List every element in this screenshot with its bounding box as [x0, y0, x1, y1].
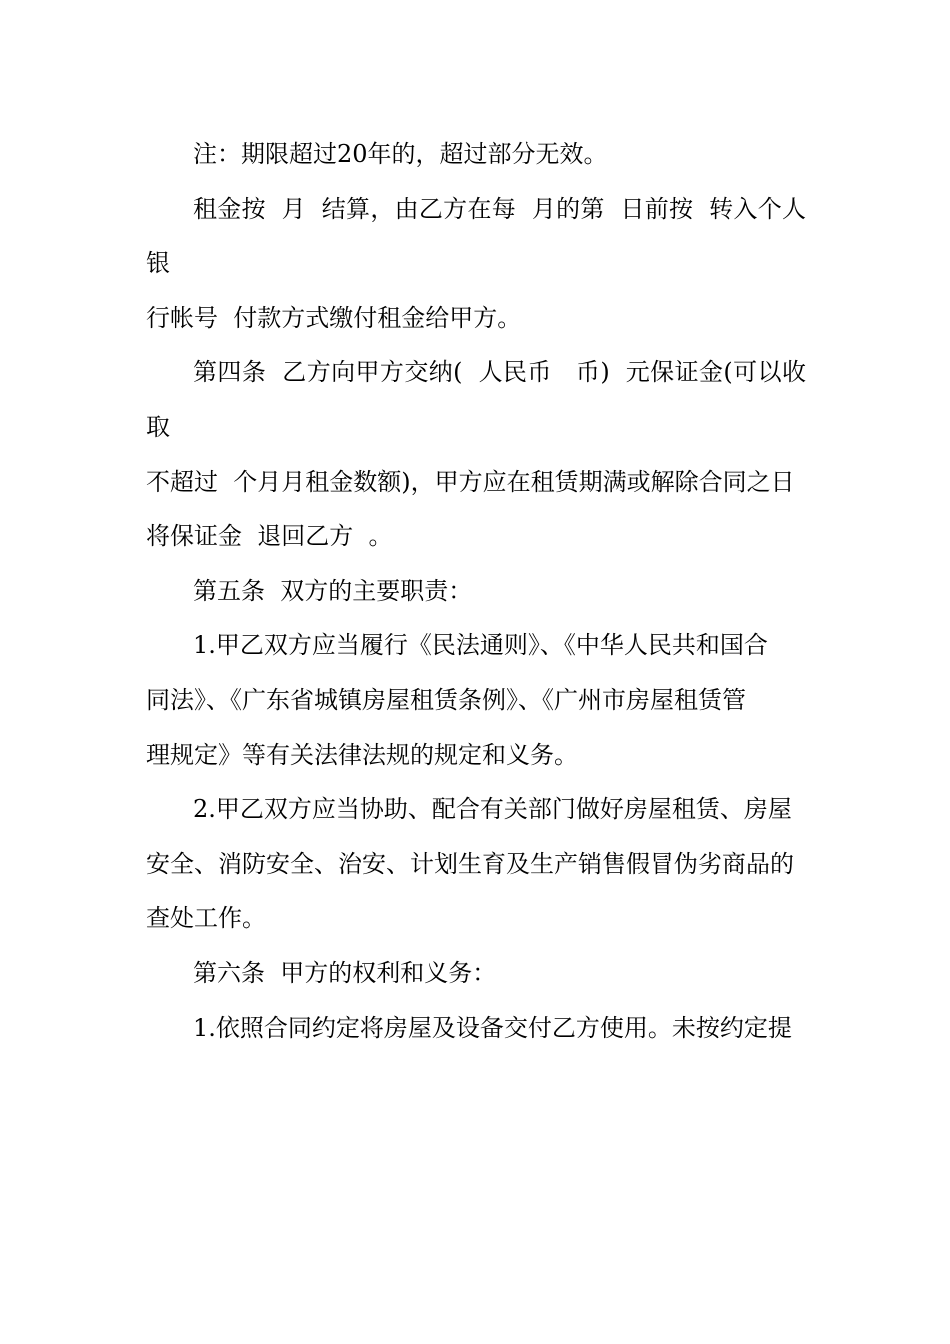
line-duty-2: 2.甲乙双方应当协助、配合有关部门做好房屋租赁、房屋	[193, 795, 792, 824]
line-duty-2-end: 查处工作。	[146, 904, 266, 933]
line-article-6-heading: 第六条 甲方的权利和义务：	[193, 958, 497, 987]
line-deposit-limit: 不超过 个月月租金数额)，甲方应在租赁期满或解除合同之日	[146, 467, 795, 496]
contract-body	[146, 127, 806, 1055]
line-rent-settlement: 租金按 月 结算，由乙方在每 月的第 日前按 转入个人银	[146, 194, 806, 278]
line-term-note: 注：期限超过20年的，超过部分无效。	[193, 140, 608, 168]
line-article-4: 第四条 乙方向甲方交纳( 人民币 币) 元保证金(可以收取	[146, 358, 806, 441]
line-article-5-heading: 第五条 双方的主要职责：	[193, 576, 473, 605]
line-rent-payment: 行帐号 付款方式缴付租金给甲方。	[146, 303, 522, 332]
line-duty-2-cont: 安全、消防安全、治安、计划生育及生产销售假冒伪劣商品的	[146, 849, 794, 878]
line-lessor-duty-1: 1.依照合同约定将房屋及设备交付乙方使用。未按约定提	[193, 1013, 792, 1042]
line-duty-1: 1.甲乙双方应当履行《民法通则》、《中华人民共和国合	[193, 631, 768, 660]
line-duty-1-cont: 同法》、《广东省城镇房屋租赁条例》、《广州市房屋租赁管	[146, 685, 746, 714]
line-duty-1-end: 理规定》等有关法律法规的规定和义务。	[146, 740, 578, 769]
line-deposit-return: 将保证金 退回乙方 。	[146, 522, 393, 551]
